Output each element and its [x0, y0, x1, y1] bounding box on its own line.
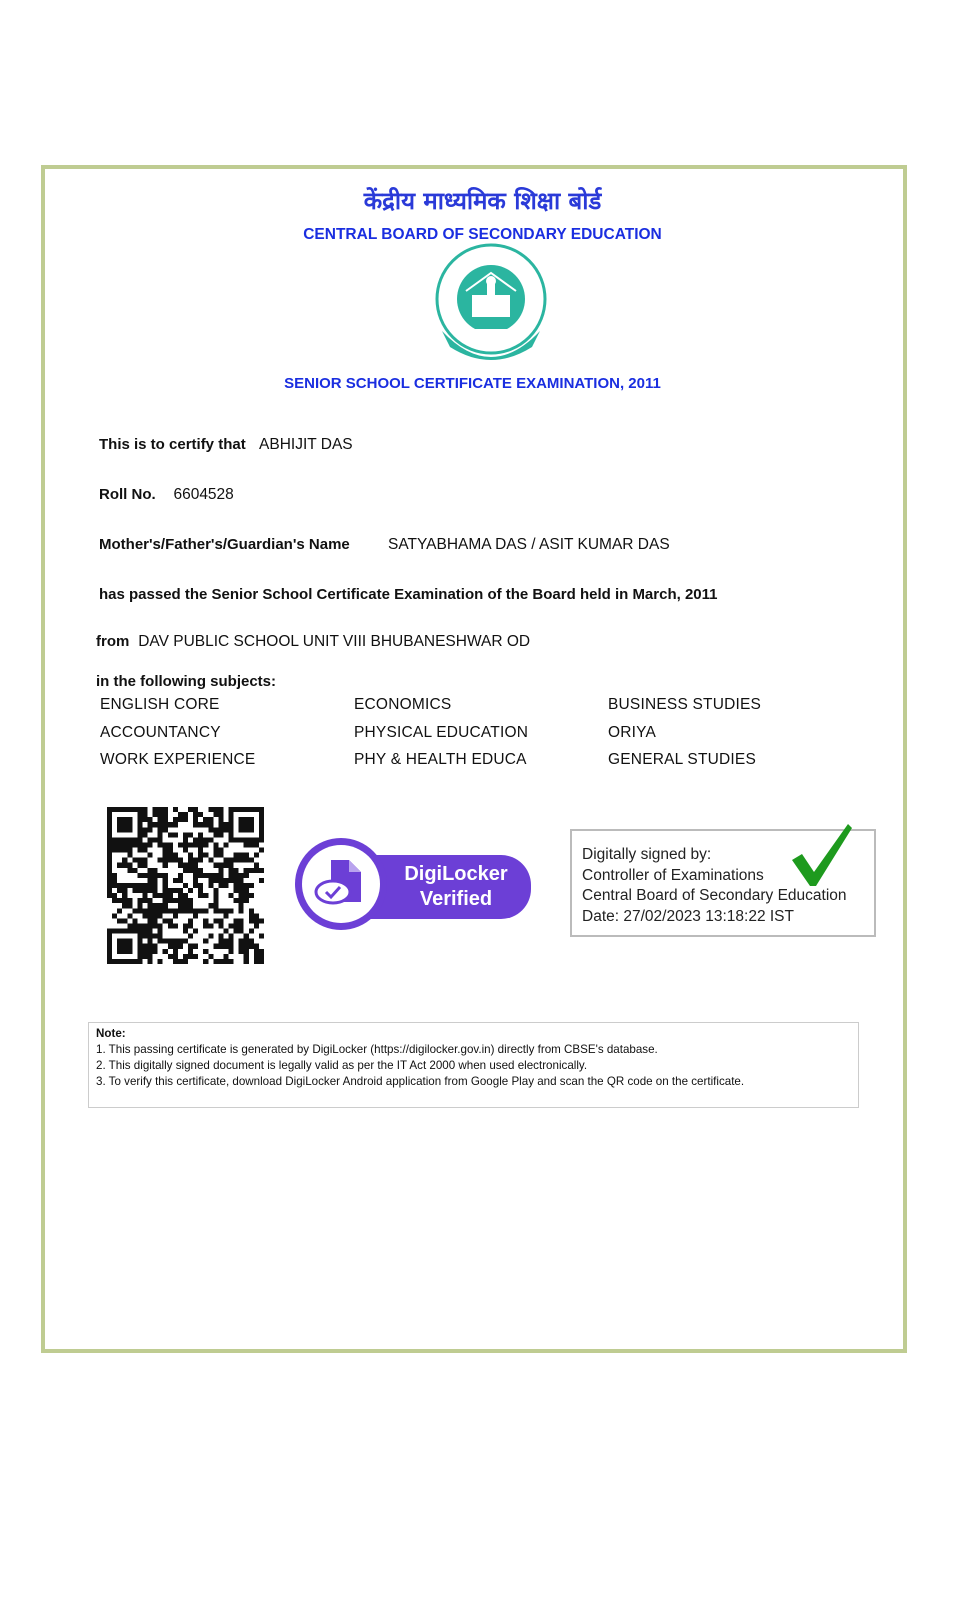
student-name: ABHIJIT DAS	[259, 436, 353, 453]
cbse-logo	[432, 243, 550, 369]
signature-date: Date: 27/02/2023 13:18:22 IST	[582, 907, 794, 925]
document-cloud-icon	[313, 858, 369, 910]
subject: ENGLISH CORE	[100, 696, 220, 713]
subject: BUSINESS STUDIES	[608, 696, 762, 713]
note-title: Note:	[96, 1027, 126, 1040]
qr-code	[107, 807, 264, 964]
note-item: 1. This passing certificate is generated by DigiLocker (https://digilocker.gov.in) directly from CBSE's database.	[96, 1043, 658, 1056]
subject: ORIYA	[608, 724, 657, 741]
subject: PHYSICAL EDUCATION	[354, 724, 529, 741]
subject: WORK EXPERIENCE	[100, 751, 256, 768]
note-item: 2. This digitally signed document is legally valid as per the IT Act 2000 when used electronically.	[96, 1059, 588, 1072]
note-item: 3. To verify this certificate, download DigiLocker Android application from Google Play and scan the QR code on the certificate.	[96, 1075, 745, 1088]
subject: PHY & HEALTH EDUCA	[354, 751, 527, 768]
signature-line: Central Board of Secondary Education	[582, 887, 847, 904]
certify-label: This is to certify that	[99, 436, 246, 453]
subject: ECONOMICS	[354, 696, 452, 713]
board-name: CENTRAL BOARD OF SECONDARY EDUCATION	[303, 226, 662, 243]
subject: ACCOUNTANCY	[100, 724, 221, 741]
guardian-name: SATYABHAMA DAS / ASIT KUMAR DAS	[388, 536, 670, 553]
roll-label: Roll No.	[99, 486, 156, 503]
signature-line: Controller of Examinations	[582, 866, 764, 884]
from-label: from	[96, 633, 130, 650]
passed-text: has passed the Senior School Certificate Examination of the Board held in March, 2011	[99, 586, 718, 603]
school-name: DAV PUBLIC SCHOOL UNIT VIII BHUBANESHWAR OD	[138, 633, 531, 650]
note-box	[88, 1022, 859, 1108]
hindi-title: केंद्रीय माध्यमिक शिक्षा बोर्ड	[363, 187, 602, 215]
exam-title: SENIOR SCHOOL CERTIFICATE EXAMINATION, 2011	[284, 375, 661, 392]
subjects-label: in the following subjects:	[96, 673, 276, 690]
checkmark-icon	[790, 822, 854, 888]
badge-line2: Verified	[419, 888, 493, 910]
roll-number: 6604528	[173, 486, 234, 503]
guardian-label: Mother's/Father's/Guardian's Name	[99, 536, 350, 553]
digilocker-verified-badge	[295, 838, 533, 938]
signature-line: Digitally signed by:	[582, 846, 712, 863]
badge-line1: DigiLocker	[404, 863, 508, 885]
subject: GENERAL STUDIES	[608, 751, 756, 768]
